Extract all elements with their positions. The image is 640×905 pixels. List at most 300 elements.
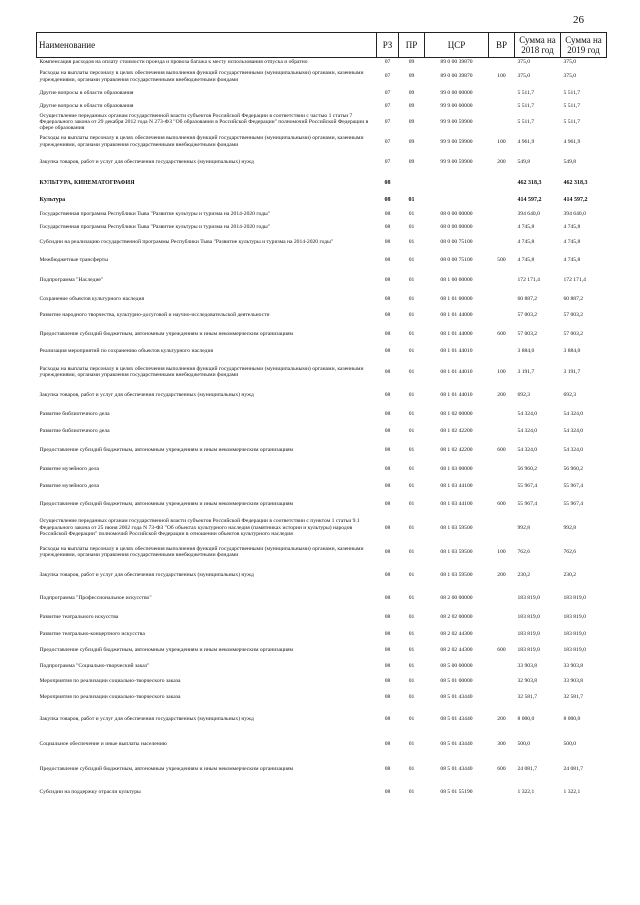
cell-vr <box>489 58 515 67</box>
cell-s2019: 33 903,8 <box>563 677 584 684</box>
cell-s2019: 500,0 <box>563 740 577 747</box>
table-row <box>37 292 607 307</box>
cell-s2018: 692,3 <box>517 392 531 399</box>
cell-s2018: 55 967,4 <box>517 500 538 507</box>
cell-rz: 08 <box>384 630 391 637</box>
cell-pr: 09 <box>408 159 415 166</box>
cell-s2018: 230,2 <box>517 572 531 579</box>
cell-vr <box>489 208 515 221</box>
cell-csr: 08 1 01 44010 <box>440 348 473 355</box>
table-row <box>37 689 607 706</box>
cell-csr: 08 0 00 75100 <box>440 256 473 263</box>
cell-vr <box>489 344 515 359</box>
cell-name: Закупка товаров, работ и услуг для обеспечения государственных (муниципальных) нужд <box>39 392 254 399</box>
cell-pr: 01 <box>408 392 415 399</box>
cell-s2019: 394 640,0 <box>563 211 586 218</box>
cell-pr: 01 <box>408 694 415 701</box>
cell-csr: 08 2 02 44300 <box>440 630 473 637</box>
cell-s2019: 55 967,4 <box>563 482 584 489</box>
cell-csr: 08 1 01 44000 <box>440 312 473 319</box>
cell-name: Подпрограмма "Социально-творческий заказ" <box>39 662 150 669</box>
cell-name: Развитие музейного дела <box>39 466 100 473</box>
cell-csr: 99 9 00 59900 <box>440 159 473 166</box>
cell-rz: 08 <box>384 524 391 531</box>
cell-pr: 01 <box>408 662 415 669</box>
cell-s2018: 4 961,9 <box>517 138 535 145</box>
cell-rz: 08 <box>384 614 391 621</box>
cell-name: Государственная программа Республики Тыва "Развитие культуры и туризма на 2014-2020 годы" <box>39 211 271 218</box>
cell-rz: 08 <box>384 595 391 602</box>
cell-s2018: 54 324,0 <box>517 428 538 435</box>
cell-s2018: 183 819,0 <box>517 614 540 621</box>
header-vr: ВР <box>489 33 515 58</box>
cell-s2018: 5 511,7 <box>517 89 535 96</box>
cell-s2019: 183 819,0 <box>563 595 586 602</box>
cell-pr: 01 <box>408 524 415 531</box>
cell-rz: 08 <box>384 348 391 355</box>
cell-pr: 01 <box>408 369 415 376</box>
cell-pr: 01 <box>408 572 415 579</box>
cell-rz: 07 <box>384 102 391 109</box>
cell-s2018: 32 581,7 <box>517 694 538 701</box>
cell-s2019: 183 819,0 <box>563 630 586 637</box>
table-row <box>37 478 607 494</box>
cell-csr: 08 1 01 44000 <box>440 330 473 337</box>
cell-vr <box>489 292 515 307</box>
cell-csr: 08 2 02 44300 <box>440 647 473 654</box>
cell-rz: 08 <box>384 239 391 246</box>
cell-rz: 07 <box>384 138 391 145</box>
cell-vr: 100 <box>497 138 506 145</box>
cell-csr: 08 2 02 00000 <box>440 614 473 621</box>
cell-rz: 08 <box>384 330 391 337</box>
cell-s2018: 183 819,0 <box>517 647 540 654</box>
cell-s2019: 462 318,3 <box>563 179 588 186</box>
cell-vr: 200 <box>497 159 506 166</box>
cell-pr: 01 <box>408 312 415 319</box>
cell-vr <box>489 87 515 100</box>
cell-pr: 01 <box>408 224 415 231</box>
cell-pr: 01 <box>408 765 415 772</box>
cell-vr: 500 <box>497 256 506 263</box>
cell-s2019: 762,6 <box>563 549 577 556</box>
cell-csr: 99 9 00 00000 <box>440 102 473 109</box>
cell-csr: 08 2 00 00000 <box>440 595 473 602</box>
table-row <box>37 87 607 100</box>
cell-rz: 08 <box>384 662 391 669</box>
cell-rz: 08 <box>384 740 391 747</box>
cell-name: Подпрограмма "Наследие" <box>39 277 104 284</box>
cell-s2018: 375,0 <box>517 59 531 66</box>
cell-csr: 08 1 03 59500 <box>440 524 473 531</box>
cell-csr: 08 1 01 44010 <box>440 392 473 399</box>
cell-csr: 08 1 01 00000 <box>440 296 473 303</box>
cell-name: Социальное обеспечение и иные выплаты населению <box>39 740 167 747</box>
cell-pr: 01 <box>408 296 415 303</box>
cell-rz: 07 <box>384 73 391 80</box>
cell-s2019: 4 961,9 <box>563 138 581 145</box>
cell-csr <box>425 193 489 208</box>
cell-s2018: 183 819,0 <box>517 630 540 637</box>
cell-rz: 08 <box>384 647 391 654</box>
cell-s2018: 1 322,1 <box>517 789 535 796</box>
table-row <box>37 756 607 782</box>
table-row <box>37 440 607 461</box>
cell-name: Закупка товаров, работ и услуг для обеспечения государственных (муниципальных) нужд <box>39 715 254 722</box>
cell-name: Расходы на выплаты персоналу в целях обеспечения выполнения функций государственными (муниципальными) органами, казенными учреждениями, органами управления государственными внебюджетными фондами <box>39 545 364 559</box>
cell-name: Развитие театрального искусства <box>39 614 119 621</box>
cell-csr: 08 1 02 42200 <box>440 447 473 454</box>
table-row <box>37 67 607 87</box>
cell-name: Другие вопросы в области образования <box>39 89 134 96</box>
cell-pr: 01 <box>408 447 415 454</box>
header-pr: ПР <box>399 33 425 58</box>
cell-s2019: 60 887,2 <box>563 296 584 303</box>
cell-csr: 08 5 00 00000 <box>440 662 473 669</box>
cell-pr: 01 <box>408 647 415 654</box>
table-row <box>37 359 607 386</box>
cell-pr: 09 <box>408 118 415 125</box>
cell-s2018: 375,0 <box>517 73 531 80</box>
cell-vr <box>489 173 515 193</box>
cell-rz: 07 <box>384 59 391 66</box>
cell-s2018: 54 324,0 <box>517 447 538 454</box>
cell-pr: 01 <box>408 789 415 796</box>
cell-pr: 01 <box>408 482 415 489</box>
cell-s2018: 32 903,8 <box>517 677 538 684</box>
cell-s2018: 394 640,0 <box>517 211 540 218</box>
cell-s2019: 1 322,1 <box>563 789 581 796</box>
cell-csr: 89 0 00 39870 <box>440 73 473 80</box>
cell-name: Предоставление субсидий бюджетным, автономным учреждениям и иным некоммерческим организациям <box>39 447 294 454</box>
cell-vr: 100 <box>497 73 506 80</box>
cell-pr: 01 <box>408 330 415 337</box>
cell-csr: 08 1 00 00000 <box>440 277 473 284</box>
cell-s2019: 172 171,4 <box>563 277 586 284</box>
cell-vr <box>489 588 515 609</box>
cell-vr <box>489 659 515 673</box>
cell-vr: 300 <box>497 740 506 747</box>
cell-vr <box>489 405 515 423</box>
cell-csr: 08 0 00 75100 <box>440 239 473 246</box>
cell-csr: 99 9 00 59900 <box>440 118 473 125</box>
header-sum-2019: Сумма на 2019 год <box>561 33 607 58</box>
cell-csr: 08 5 01 00000 <box>440 677 473 684</box>
header-rz: РЗ <box>377 33 399 58</box>
cell-s2019: 3 884,0 <box>563 348 581 355</box>
cell-s2018: 4 745,8 <box>517 239 535 246</box>
cell-vr <box>489 626 515 642</box>
cell-s2019: 414 597,2 <box>563 197 588 204</box>
cell-s2019: 230,2 <box>563 572 577 579</box>
cell-vr <box>489 307 515 324</box>
cell-pr: 09 <box>408 73 415 80</box>
cell-csr: 08 0 00 00000 <box>440 211 473 218</box>
cell-csr: 08 1 03 59500 <box>440 572 473 579</box>
table-header-row <box>37 33 607 58</box>
cell-pr: 01 <box>408 410 415 417</box>
cell-s2019: 4 745,8 <box>563 224 581 231</box>
cell-s2019: 4 745,8 <box>563 256 581 263</box>
cell-name: Предоставление субсидий бюджетным, автономным учреждениям и иным некоммерческим организациям <box>39 647 294 654</box>
cell-vr: 200 <box>497 392 506 399</box>
cell-vr: 600 <box>497 330 506 337</box>
page-number: 26 <box>573 14 584 26</box>
cell-s2019: 992,8 <box>563 524 577 531</box>
cell-s2018: 55 967,4 <box>517 482 538 489</box>
cell-s2019: 56 960,2 <box>563 466 584 473</box>
table-row <box>37 269 607 292</box>
cell-pr: 01 <box>408 549 415 556</box>
cell-rz: 08 <box>384 410 391 417</box>
cell-rz: 08 <box>384 428 391 435</box>
cell-s2019: 55 967,4 <box>563 500 584 507</box>
cell-s2019: 32 581,7 <box>563 694 584 701</box>
cell-name: Мероприятия по реализации социально-творческого заказа <box>39 677 181 684</box>
cell-rz: 07 <box>384 89 391 96</box>
cell-name: Осуществление переданных органам государственной власти субъектов Российской Федерации в соответствии с пунктом 1 статьи 9.1 Федерального закона от 25 июня 2002 года N 73-ФЗ "Об объектах культурного наследия (памятниках истории и культуры) народов Российской Федерации" полномочий Российской Федерации в отношении объектов культурного наследия <box>39 518 360 537</box>
table-row <box>37 563 607 588</box>
cell-vr <box>489 423 515 440</box>
cell-pr: 01 <box>408 677 415 684</box>
cell-name: Развитие библиотечного дела <box>39 410 110 417</box>
table-row <box>37 659 607 673</box>
cell-rz: 08 <box>384 482 391 489</box>
table-row <box>37 405 607 423</box>
cell-pr: 09 <box>408 138 415 145</box>
cell-s2019: 54 324,0 <box>563 410 584 417</box>
table-row <box>37 542 607 563</box>
cell-name: Реализация мероприятий по сохранению объектов культурного наследия <box>39 348 214 355</box>
cell-vr: 600 <box>497 500 506 507</box>
cell-rz: 08 <box>384 211 391 218</box>
cell-name: Другие вопросы в области образования <box>39 102 134 109</box>
cell-s2018: 3 191,7 <box>517 369 535 376</box>
cell-name: Предоставление субсидий бюджетным, автономным учреждениям и иным некоммерческим организациям <box>39 330 294 337</box>
table-row <box>37 324 607 344</box>
cell-vr: 600 <box>497 447 506 454</box>
cell-name: Расходы на выплаты персоналу в целях обеспечения выполнения функций государственными (муниципальными) органами, казенными учреждениями, органами управления государственными внебюджетными фондами <box>39 365 364 379</box>
cell-name: Субсидии на поддержку отрасли культуры <box>39 789 141 796</box>
table-row <box>37 234 607 251</box>
table-row <box>37 307 607 324</box>
cell-s2019: 549,8 <box>563 159 577 166</box>
cell-pr: 09 <box>408 59 415 66</box>
cell-csr: 99 9 00 59900 <box>440 138 473 145</box>
table-row <box>37 344 607 359</box>
cell-name: Мероприятия по реализации социально-творческого заказа <box>39 694 181 701</box>
cell-s2018: 992,8 <box>517 524 531 531</box>
cell-pr: 09 <box>408 89 415 96</box>
table-row <box>37 113 607 132</box>
cell-vr <box>489 461 515 478</box>
cell-pr: 01 <box>408 614 415 621</box>
cell-vr <box>489 609 515 626</box>
cell-csr: 08 0 00 00000 <box>440 224 473 231</box>
table-row <box>37 208 607 221</box>
cell-name: Предоставление субсидий бюджетным, автономным учреждениям и иным некоммерческим организациям <box>39 765 294 772</box>
cell-s2019: 4 745,8 <box>563 239 581 246</box>
cell-pr: 09 <box>408 102 415 109</box>
cell-csr <box>425 173 489 193</box>
cell-s2018: 60 887,2 <box>517 296 538 303</box>
cell-rz: 08 <box>384 179 391 186</box>
table-row <box>37 173 607 193</box>
cell-rz: 08 <box>384 224 391 231</box>
cell-s2018: 172 171,4 <box>517 277 540 284</box>
cell-vr <box>489 113 515 132</box>
cell-rz: 08 <box>384 256 391 263</box>
cell-rz: 08 <box>384 447 391 454</box>
cell-name: Расходы на выплаты персоналу в целях обеспечения выполнения функций государственными (муниципальными) органами, казенными учреждениями, органами управления государственными внебюджетными фондами <box>39 135 364 148</box>
cell-s2019: 24 081,7 <box>563 765 584 772</box>
cell-csr: 08 5 01 43440 <box>440 740 473 747</box>
cell-s2018: 4 745,8 <box>517 256 535 263</box>
cell-csr: 08 1 03 44100 <box>440 500 473 507</box>
cell-s2018: 762,6 <box>517 549 531 556</box>
cell-name: Развитие музейного дела <box>39 482 100 489</box>
cell-name: Межбюджетные трансферты <box>39 256 108 263</box>
cell-rz: 08 <box>384 369 391 376</box>
cell-name: КУЛЬТУРА, КИНЕМАТОГРАФИЯ <box>39 179 135 186</box>
cell-rz: 07 <box>384 159 391 166</box>
table-row <box>37 514 607 542</box>
cell-rz: 08 <box>384 677 391 684</box>
cell-rz: 08 <box>384 392 391 399</box>
cell-s2018: 5 511,7 <box>517 102 535 109</box>
cell-s2019: 375,0 <box>563 73 577 80</box>
cell-s2019: 33 903,8 <box>563 662 584 669</box>
cell-s2018: 57 003,2 <box>517 330 538 337</box>
cell-vr: 200 <box>497 572 506 579</box>
cell-csr: 08 1 03 59500 <box>440 549 473 556</box>
cell-rz: 08 <box>384 789 391 796</box>
cell-pr: 01 <box>408 211 415 218</box>
cell-name: Развитие библиотечного дела <box>39 428 110 435</box>
cell-s2019: 5 511,7 <box>563 118 581 125</box>
header-csr: ЦСР <box>425 33 489 58</box>
cell-csr: 08 5 01 55190 <box>440 789 473 796</box>
table-row <box>37 494 607 514</box>
cell-rz: 08 <box>384 694 391 701</box>
cell-rz: 08 <box>384 296 391 303</box>
cell-s2019: 692,3 <box>563 392 577 399</box>
cell-s2019: 5 511,7 <box>563 102 581 109</box>
cell-rz: 08 <box>384 572 391 579</box>
cell-name: Закупка товаров, работ и услуг для обеспечения государственных (муниципальных) нужд <box>39 159 254 166</box>
cell-csr: 08 5 01 43440 <box>440 765 473 772</box>
cell-name: Компенсация расходов на оплату стоимости проезда и провоза багажа к месту использования отпуска и обратно <box>39 59 308 66</box>
cell-vr <box>489 100 515 113</box>
cell-vr <box>489 221 515 234</box>
cell-pr: 01 <box>408 715 415 722</box>
header-sum-2018: Сумма на 2018 год <box>515 33 561 58</box>
cell-pr: 01 <box>408 500 415 507</box>
table-body <box>37 58 607 803</box>
cell-rz: 08 <box>384 500 391 507</box>
cell-s2019: 57 003,2 <box>563 330 584 337</box>
cell-s2019: 3 191,7 <box>563 369 581 376</box>
cell-vr: 600 <box>497 765 506 772</box>
cell-pr: 01 <box>408 740 415 747</box>
cell-vr: 200 <box>497 715 506 722</box>
cell-vr <box>489 269 515 292</box>
cell-csr: 08 5 01 43440 <box>440 715 473 722</box>
cell-name: Развитие народного творчества, культурно-досуговой и научно-исследовательской деятельности <box>39 312 270 319</box>
header-name: Наименование <box>37 33 377 58</box>
cell-s2019: 5 511,7 <box>563 89 581 96</box>
table-row <box>37 609 607 626</box>
cell-name: Закупка товаров, работ и услуг для обеспечения государственных (муниципальных) нужд <box>39 572 254 579</box>
cell-s2019: 54 324,0 <box>563 447 584 454</box>
cell-s2018: 33 903,8 <box>517 662 538 669</box>
cell-name: Осуществление переданных органам государственной власти субъектов Российской Федерации в соответствии с частью 1 статьи 7 Федерального закона от 29 декабря 2012 года N 273-ФЗ "Об образовании в Российской Федерации" полномочий Российской Федерации в сфере образования <box>39 112 369 132</box>
cell-name: Культура <box>39 197 66 204</box>
table-row <box>37 673 607 689</box>
cell-pr: 01 <box>408 348 415 355</box>
cell-csr: 08 1 01 44010 <box>440 369 473 376</box>
cell-pr: 01 <box>408 466 415 473</box>
cell-csr: 08 1 02 42200 <box>440 428 473 435</box>
cell-s2019: 183 819,0 <box>563 614 586 621</box>
cell-vr <box>489 689 515 706</box>
cell-s2018: 500,0 <box>517 740 531 747</box>
cell-name: Государственная программа Республики Тыва "Развитие культуры и туризма на 2014-2020 годы" <box>39 224 271 231</box>
cell-rz: 08 <box>384 277 391 284</box>
cell-name: Подпрограмма "Профессиональное искусство" <box>39 595 152 602</box>
cell-csr: 08 1 03 44100 <box>440 482 473 489</box>
table-row <box>37 152 607 173</box>
cell-name: Расходы на выплаты персоналу в целях обеспечения выполнения функций государственными (муниципальными) органами, казенными учреждениями, органами управления государственными внебюджетными фондами <box>39 70 364 83</box>
cell-s2019: 183 819,0 <box>563 647 586 654</box>
table-row <box>37 221 607 234</box>
cell-s2018: 183 819,0 <box>517 595 540 602</box>
budget-table <box>36 32 607 803</box>
table-row <box>37 100 607 113</box>
table-row <box>37 251 607 269</box>
cell-rz: 08 <box>384 197 391 204</box>
cell-pr <box>399 173 425 193</box>
table-row <box>37 461 607 478</box>
cell-s2018: 462 318,3 <box>517 179 542 186</box>
table-row <box>37 782 607 803</box>
cell-vr <box>489 193 515 208</box>
cell-csr: 89 0 00 39870 <box>440 59 473 66</box>
cell-rz: 08 <box>384 466 391 473</box>
table-row <box>37 588 607 609</box>
cell-csr: 08 1 02 00000 <box>440 410 473 417</box>
cell-vr <box>489 673 515 689</box>
cell-pr: 01 <box>408 277 415 284</box>
cell-pr: 01 <box>408 428 415 435</box>
cell-name: Сохранение объектов культурного наследия <box>39 296 145 303</box>
cell-vr: 100 <box>497 369 506 376</box>
table-row <box>37 58 607 67</box>
cell-rz: 07 <box>384 118 391 125</box>
table-row <box>37 423 607 440</box>
cell-csr: 99 0 00 00000 <box>440 89 473 96</box>
table-row <box>37 626 607 642</box>
cell-s2018: 56 960,2 <box>517 466 538 473</box>
cell-vr: 100 <box>497 549 506 556</box>
cell-rz: 08 <box>384 765 391 772</box>
cell-csr: 08 1 03 00000 <box>440 466 473 473</box>
cell-s2018: 3 884,0 <box>517 348 535 355</box>
cell-csr: 08 5 01 43440 <box>440 694 473 701</box>
cell-rz: 08 <box>384 549 391 556</box>
cell-s2019: 57 003,2 <box>563 312 584 319</box>
table-row <box>37 193 607 208</box>
